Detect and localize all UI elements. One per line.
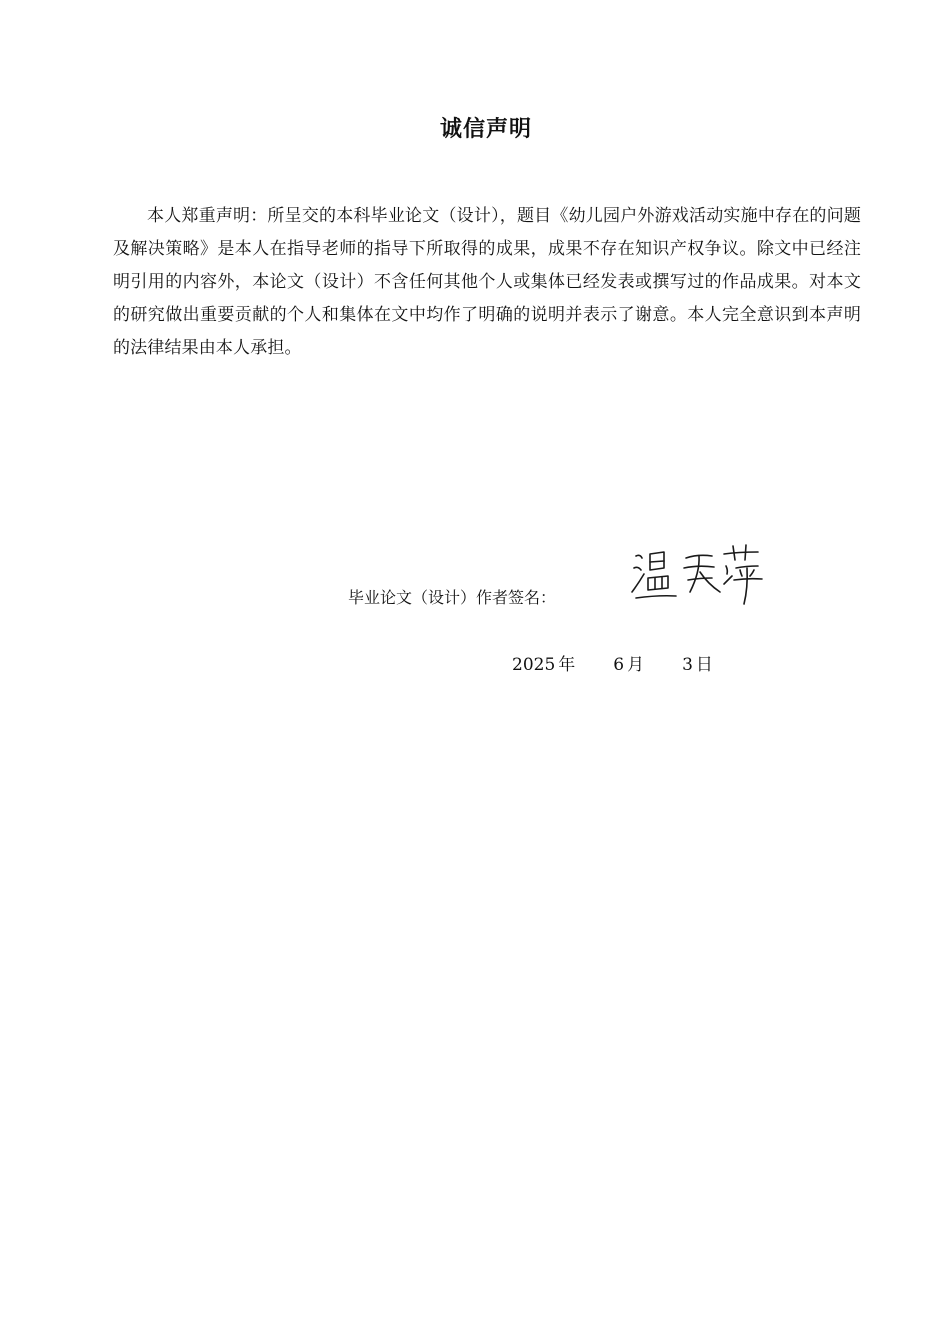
page-title: 诚信声明 bbox=[439, 117, 532, 142]
date-year: 2025 bbox=[512, 655, 556, 675]
handwritten-signature bbox=[628, 540, 766, 610]
date-month: 6 bbox=[613, 655, 625, 675]
date-day-unit: 日 bbox=[695, 655, 713, 675]
date-day: 3 bbox=[682, 655, 693, 675]
signature-date bbox=[512, 653, 713, 677]
statement-paragraph: 本人郑重声明：所呈交的本科毕业论文（设计），题目《幼儿园户外游戏活动实施中存在的问题及解决策略》是本人在指导老师的指导下所取得的成果，成果不存在知识产权争议。除文中已经注明引用的内容外，本论文（设计）不含任何其他个人或集体已经发表或撰写过的作品成果。对本文的研究做出重要贡献的个人和集体在文中均作了明确的说明并表示了谢意。本人完全意识到本声明的法律结果由本人承担。 bbox=[113, 206, 861, 358]
signature-label: 毕业论文（设计）作者签名： bbox=[348, 588, 557, 607]
date-month-unit: 月 bbox=[627, 655, 645, 675]
date-year-unit: 年 bbox=[558, 655, 576, 675]
